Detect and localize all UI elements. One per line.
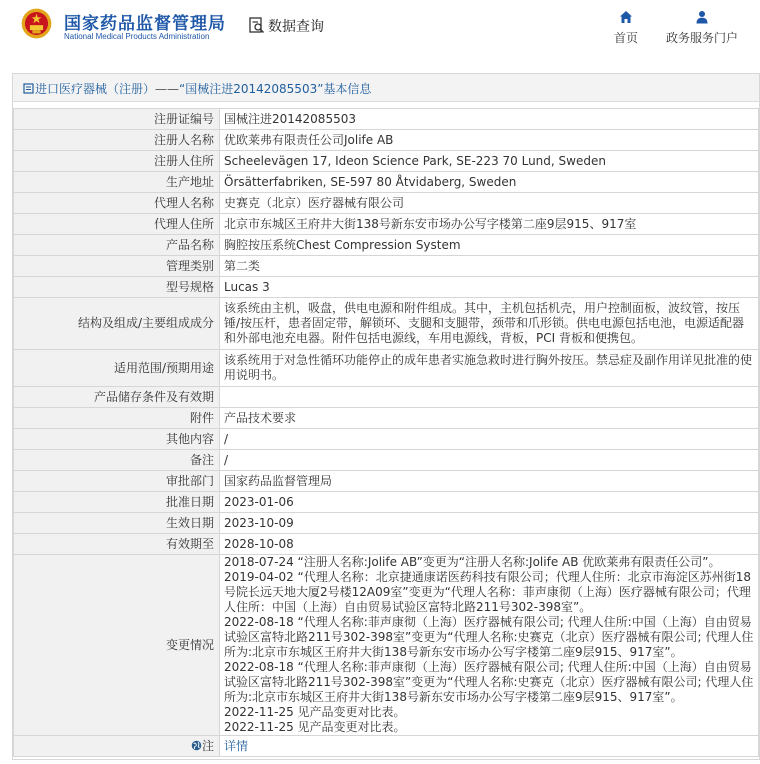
- field-label: 有效期至: [14, 534, 220, 555]
- table-row: [14, 513, 759, 534]
- field-value: 2023-01-06: [220, 492, 759, 513]
- field-value: 该系统由主机，吸盘，供电电源和附件组成。其中，主机包括机壳，用户控制面板，波纹管，按压锤/按压杆，患者固定带，解锁环、支腿和支腿带，颈带和爪形锁。供电电源包括电池，电源适配器和外部电池充电器。附件包括电源线，车用电源线，背板，PCI 背板和便携包。: [220, 298, 759, 350]
- change-entry: 2022-08-18 “代理人名称:菲声康彻（上海）医疗器械有限公司; 代理人住所:中国（上海）自由贸易试验区富特北路211号302-398室”变更为“代理人名称:史赛克（北京）医疗器械有限公司; 代理人住所为:北京市东城区王府井大街138号新东安市场办公写字楼第二座9层915、917室”。: [224, 615, 754, 659]
- details-link[interactable]: 详情: [224, 738, 249, 753]
- table-row: [14, 429, 759, 450]
- detail-panel: [12, 73, 760, 760]
- field-value: [220, 387, 759, 408]
- field-label: 型号规格: [14, 277, 220, 298]
- field-label: 生效日期: [14, 513, 220, 534]
- field-value: 北京市东城区王府井大街138号新东安市场办公写字楼第二座9层915、917室: [220, 214, 759, 235]
- field-value: 2023-10-09: [220, 513, 759, 534]
- table-row: [14, 387, 759, 408]
- table-row: [14, 408, 759, 429]
- table-row: [14, 235, 759, 256]
- site-title[interactable]: 国家药品监督管理局: [64, 14, 226, 34]
- note-label: 注: [201, 738, 214, 753]
- field-label: 代理人名称: [14, 193, 220, 214]
- field-label: 变更情况: [14, 555, 220, 736]
- table-row: [14, 109, 759, 130]
- field-label: 注册人住所: [14, 151, 220, 172]
- field-value: 国家药品监督管理局: [220, 471, 759, 492]
- national-emblem-icon: [20, 7, 53, 40]
- change-entry: 2022-08-18 “代理人名称:菲声康彻（上海）医疗器械有限公司; 代理人住所:中国（上海）自由贸易试验区富特北路211号302-398室”变更为“代理人名称:史赛克（北京）医疗器械有限公司; 代理人住所为:北京市东城区王府井大街138号新东安市场办公写字楼第二座9层915、917室”。: [224, 660, 754, 704]
- field-label: 管理类别: [14, 256, 220, 277]
- change-entry: 2019-04-02 “代理人名称：北京捷通康诺医药科技有限公司；代理人住所：北京市海淀区苏州街18号院长远天地大厦2号楼12A09室”变更为“代理人名称：菲声康彻（上海）医疗器械有限公司；代理人住所：中国（上海）自由贸易试验区富特北路211号302-398室”。: [224, 570, 752, 614]
- table-row: [14, 534, 759, 555]
- change-entry: 2022-11-25 见产品变更对比表。: [224, 705, 406, 719]
- field-label: 备注: [14, 450, 220, 471]
- breadcrumb: [13, 74, 759, 102]
- field-value: 该系统用于对急性循环功能停止的成年患者实施急救时进行胸外按压。禁忌症及副作用详见批准的使用说明书。: [220, 350, 759, 387]
- field-value: Lucas 3: [220, 277, 759, 298]
- field-value: Scheelevägen 17, Ideon Science Park, SE-223 70 Lund, Sweden: [220, 151, 759, 172]
- table-row: [14, 172, 759, 193]
- field-value: 第二类: [220, 256, 759, 277]
- field-label: 附件: [14, 408, 220, 429]
- note-label-cell: [14, 736, 220, 757]
- breadcrumb-category[interactable]: 进口医疗器械（注册）: [35, 82, 156, 96]
- field-label: 注册证编号: [14, 109, 220, 130]
- field-label: 批准日期: [14, 492, 220, 513]
- globe-icon: [191, 740, 202, 751]
- field-value: 2028-10-08: [220, 534, 759, 555]
- table-row: [14, 492, 759, 513]
- table-row: [14, 214, 759, 235]
- home-icon: [619, 10, 633, 24]
- table-row: [14, 277, 759, 298]
- table-row: [14, 450, 759, 471]
- nav-service-portal[interactable]: [664, 10, 740, 46]
- field-label: 产品名称: [14, 235, 220, 256]
- field-label: 产品储存条件及有效期: [14, 387, 220, 408]
- site-subtitle: National Medical Products Administration: [64, 32, 210, 41]
- field-label: 审批部门: [14, 471, 220, 492]
- field-value: 产品技术要求: [220, 408, 759, 429]
- table-row: [14, 350, 759, 387]
- field-value: /: [220, 450, 759, 471]
- field-label: 其他内容: [14, 429, 220, 450]
- field-label: 代理人住所: [14, 214, 220, 235]
- field-value: Örsätterfabriken, SE-597 80 Åtvidaberg, Sweden: [220, 172, 759, 193]
- field-value: 胸腔按压系统Chest Compression System: [220, 235, 759, 256]
- change-history-row: [14, 555, 759, 736]
- registration-info-table: [13, 108, 759, 757]
- note-row: [14, 736, 759, 757]
- field-value: 史赛克（北京）医疗器械有限公司: [220, 193, 759, 214]
- field-label: 结构及组成/主要组成成分: [14, 298, 220, 350]
- data-query-icon: [249, 17, 265, 34]
- user-icon: [695, 10, 709, 24]
- field-value: 国械注进20142085503: [220, 109, 759, 130]
- site-header: [0, 0, 760, 60]
- table-row: [14, 130, 759, 151]
- nav-home-label: 首页: [613, 31, 638, 45]
- field-label: 生产地址: [14, 172, 220, 193]
- table-row: [14, 151, 759, 172]
- table-row: [14, 193, 759, 214]
- table-row: [14, 471, 759, 492]
- note-value: [220, 736, 759, 757]
- field-value: 优欧莱弗有限责任公司Jolife AB: [220, 130, 759, 151]
- field-label: 适用范围/预期用途: [14, 350, 220, 387]
- breadcrumb-separator: ——: [155, 82, 180, 96]
- field-label: 注册人名称: [14, 130, 220, 151]
- field-value: /: [220, 429, 759, 450]
- document-icon: [23, 83, 34, 94]
- table-row: [14, 256, 759, 277]
- change-entry: 2022-11-25 见产品变更对比表。: [224, 720, 406, 734]
- table-row: [14, 298, 759, 350]
- nav-home[interactable]: [610, 10, 642, 46]
- nav-service-label: 政务服务门户: [665, 31, 738, 45]
- change-entry: 2018-07-24 “注册人名称:Jolife AB”变更为“注册人名称:Jolife AB 优欧莱弗有限责任公司”。: [224, 555, 721, 569]
- data-query-title[interactable]: 数据查询: [268, 19, 324, 35]
- change-history: [220, 555, 759, 736]
- breadcrumb-title: “国械注进20142085503”基本信息: [179, 82, 372, 96]
